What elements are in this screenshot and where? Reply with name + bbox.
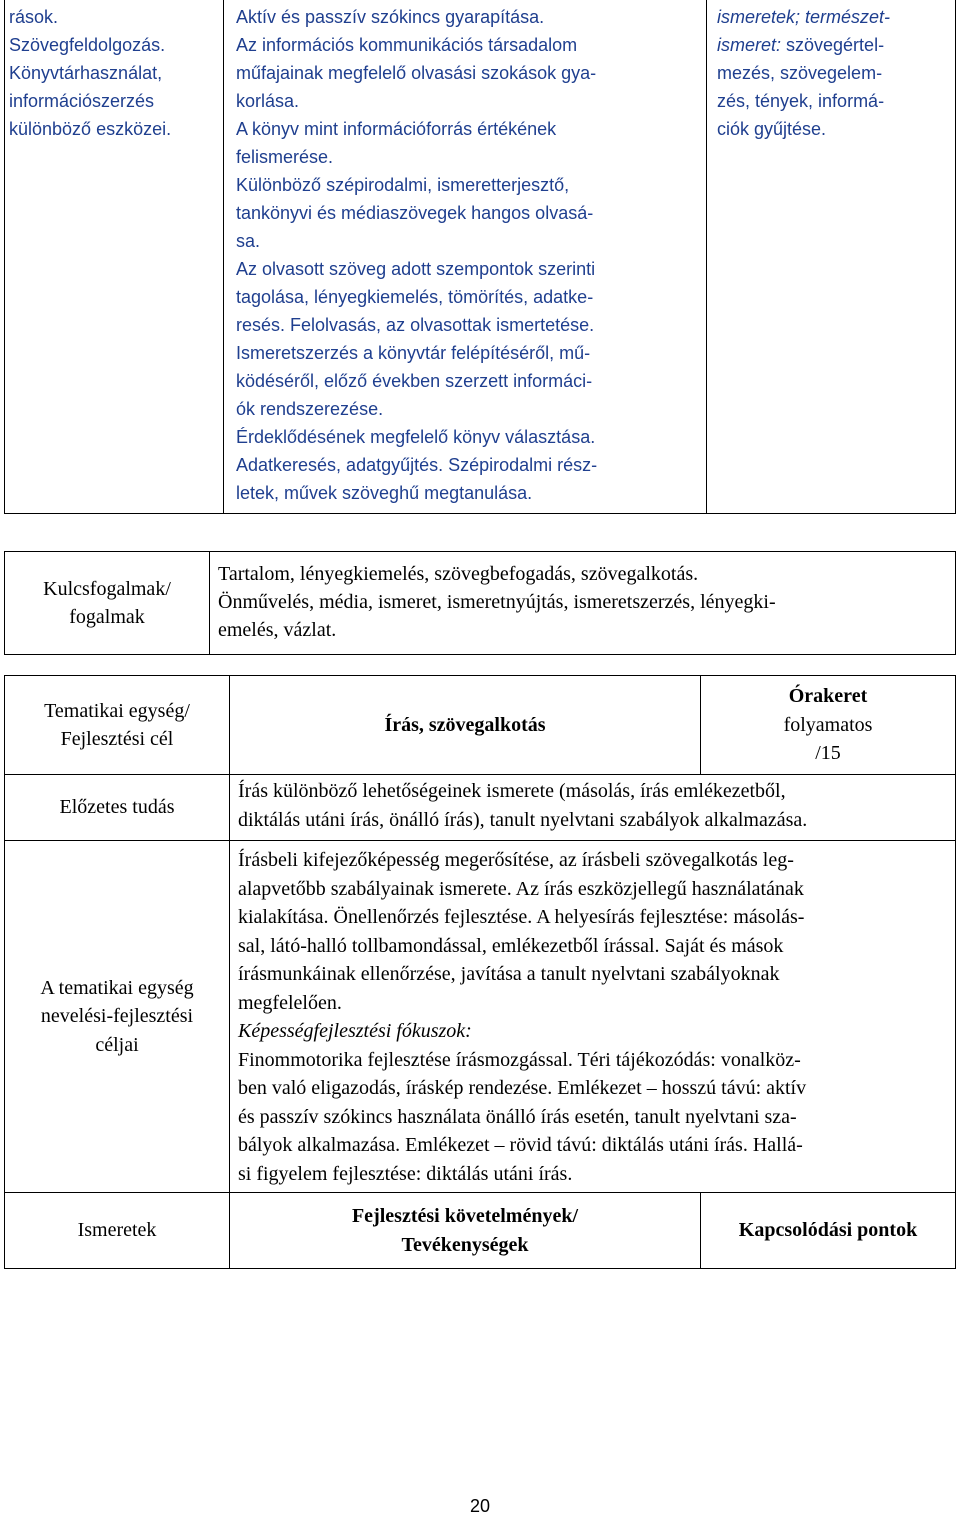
hours-count: /15 [815,742,841,765]
middle-line: korlása. [236,91,300,111]
key-concepts-table [4,551,956,655]
right-line-italic: ismeret: [717,35,782,55]
prior-knowledge-content [230,775,956,841]
right-line-text: zés, tények, informá- [717,91,885,111]
middle-line: tankönyvi és médiaszövegek hangos olvasá- [236,203,594,223]
goals-label-line: nevelési-fejlesztési [40,1005,194,1028]
right-line-text: mezés, szövegelem- [717,63,883,83]
middle-line: Ismeretszerzés a könyvtár felépítéséről, mű- [236,343,591,363]
focus-line: és passzív szókincs használata önálló írás esetén, tanult nyelvtani sza- [238,1105,797,1128]
middle-line: letek, művek szöveghű megtanulása. [236,483,533,503]
middle-line: A könyv mint információforrás értékének [236,119,557,139]
unit-label-line: Tematikai egység/ [44,699,190,722]
unit-label [5,676,230,775]
right-line [717,3,955,31]
middle-line: Érdeklődésének megfelelő könyv választása. [236,427,596,447]
column-header-connections: Kapcsolódási pontok [701,1193,956,1269]
key-concepts-label [5,552,210,655]
unit-title: Írás, szövegalkotás [230,676,701,775]
right-cell [707,0,956,514]
right-line [717,115,955,143]
key-concepts-label-line: Kulcsfogalmak/ [43,578,171,600]
middle-line: Adatkeresés, adatgyűjtés. Szépirodalmi rész- [236,455,598,475]
goals-line: írásmunkáinak ellenőrzése, javítása a tanult nyelvtani szabályoknak [238,963,780,985]
left-line: különböző eszközei. [9,119,172,139]
middle-line: sa. [236,231,261,251]
middle-line: Az olvasott szöveg adott szempontok szerinti [236,259,596,279]
unit-label-line: Fejlesztési cél [60,728,174,750]
column-header-requirements [230,1193,701,1269]
middle-line: Különböző szépirodalmi, ismeretterjesztő, [236,175,570,195]
middle-line: ködéséről, előző években szerzett informáci- [236,371,593,391]
key-concepts-line: Tartalom, lényegkiemelés, szövegbefogadás, szövegalkotás. [218,563,699,585]
focus-heading: Képességfejlesztési fókuszok: [238,1020,472,1042]
focus-line: ben való eligazodás, íráskép rendezése. Emlékezet – hosszú távú: aktív [238,1077,807,1099]
focus-line: Finommotorika fejlesztése írásmozgással. Téri tájékozódás: vonalköz- [238,1048,801,1071]
goals-line: sal, látó-halló tollbamondással, emlékezetből írással. Saját és mások [238,934,784,957]
goals-line: kialakítása. Önellenőrzés fejlesztése. A helyesírás fejlesztése: másolás- [238,906,805,928]
middle-line: resés. Felolvasás, az olvasottak ismertetése. [236,315,595,335]
goals-content [230,841,956,1193]
key-concepts-line: Önművelés, média, ismeret, ismeretnyújtás, ismeretszerzés, lényegki- [218,591,776,613]
content-table-continued [4,0,956,514]
key-concepts-label-line: fogalmak [69,606,145,628]
middle-cell [224,0,707,514]
prior-line: diktálás utáni írás, önálló írás), tanult nyelvtani szabályok alkalmazása. [238,808,808,831]
right-line [717,87,955,115]
page-number: 20 [469,1496,491,1516]
left-cell [5,0,224,514]
prior-line: Írás különböző lehetőségeinek ismerete (másolás, írás emlékezetből, [238,780,786,802]
middle-line: tagolása, lényegkiemelés, tömörítés, adatke- [236,287,594,307]
goals-label [5,841,230,1193]
left-line: rások. [9,7,59,27]
requirements-header-line: Tevékenységek [401,1233,529,1256]
requirements-header-line: Fejlesztési követelmények/ [351,1205,579,1227]
goals-line: Írásbeli kifejezőképesség megerősítése, az írásbeli szövegalkotás leg- [238,849,794,871]
hours-cell [701,676,956,775]
goals-line: alapvetőbb szabályainak ismerete. Az írás eszközjellegű használatának [238,877,804,900]
middle-line: műfajainak megfelelő olvasási szokások gya- [236,63,597,83]
middle-line: ók rendszerezése. [236,399,384,419]
left-line: információszerzés [9,91,155,111]
goals-label-line: A tematikai egység [40,976,194,999]
thematic-unit-table [4,675,956,1269]
key-concepts-content [210,552,956,655]
key-concepts-line: emelés, vázlat. [218,619,337,641]
left-line: Szövegfeldolgozás. [9,35,166,55]
left-line: Könyvtárhasználat, [9,63,163,83]
right-line-italic: ismeretek; természet- [717,7,891,27]
hours-value: folyamatos [783,713,873,736]
middle-line: felismerése. [236,147,334,167]
focus-line: si figyelem fejlesztése: diktálás utáni írás. [238,1162,573,1185]
middle-line: Aktív és passzív szókincs gyarapítása. [236,7,545,27]
right-line-text: ciók gyűjtése. [717,119,827,139]
right-line [717,59,955,87]
goals-label-line: céljai [95,1033,139,1056]
right-line [717,31,955,59]
goals-line: megfelelően. [238,991,342,1014]
right-line-text: szövegértel- [781,35,885,55]
hours-label: Órakeret [788,685,868,708]
middle-line: Az információs kommunikációs társadalom [236,35,578,55]
prior-knowledge-label: Előzetes tudás [5,775,230,841]
column-header-knowledge: Ismeretek [5,1193,230,1269]
focus-line: bályok alkalmazása. Emlékezet – rövid távú: diktálás utáni írás. Hallá- [238,1134,803,1156]
